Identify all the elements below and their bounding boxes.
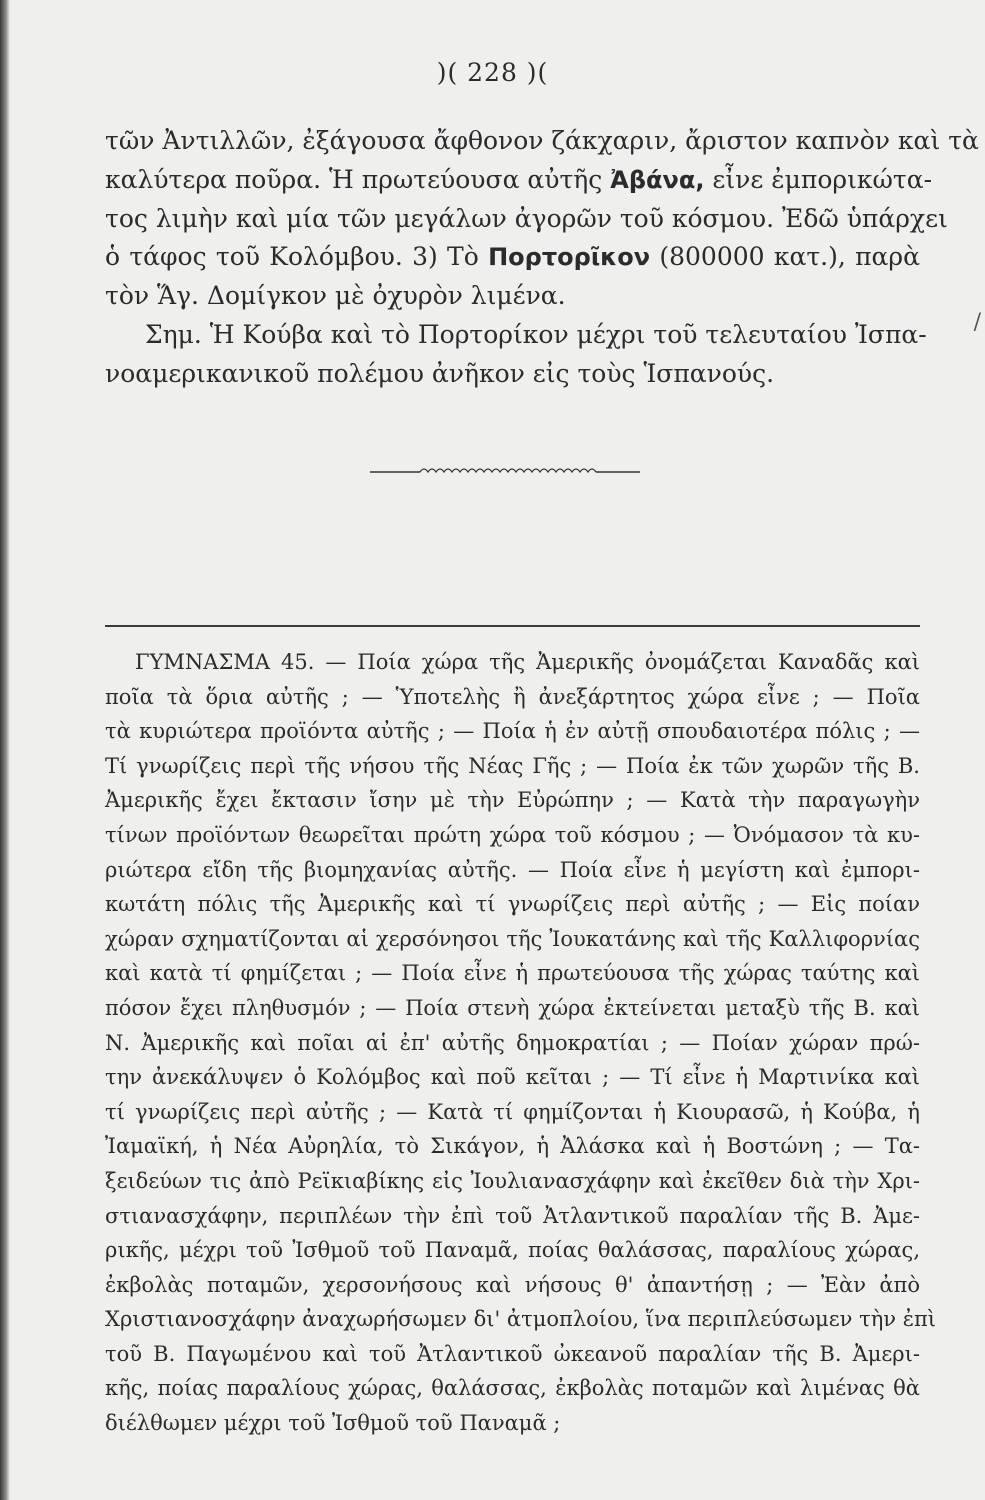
exercise-line: χώραν σχηματίζονται αἱ χερσόνησοι τῆς Ἰουκατάνης καὶ τῆς Καλλιφορνίας: [105, 926, 920, 951]
exercise-line: τοῦ Β. Παγωμένου καὶ τοῦ Ἀτλαντικοῦ ὠκεανοῦ παραλίαν τῆς Β. Ἀμερι-: [105, 1341, 920, 1366]
body-line: τὸν Ἅγ. Δομίγκον μὲ ὀχυρὸν λιμένα.: [105, 281, 566, 311]
exercise-line: τί γνωρίζεις περὶ αὐτῆς ; — Κατὰ τί φημίζονται ἡ Κιουρασῶ, ἡ Κούβα, ἡ: [105, 1099, 920, 1124]
body-line: τῶν Ἀντιλλῶν, ἐξάγουσα ἄφθονον ζάκχαριν, ἄριστον καπνὸν καὶ τὰ: [105, 126, 979, 155]
exercise-line: τίνων προϊόντων θεωρεῖται πρώτη χώρα τοῦ κόσμου ; — Ὀνόμασον τὰ κυ-: [105, 822, 920, 847]
note-line: Σημ. Ἡ Κούβα καὶ τὸ Πορτορίκον μέχρι τοῦ τελευταίου Ἰσπα-: [145, 319, 927, 349]
note-line: νοαμερικανικοῦ πολέμου ἀνῆκον εἰς τοὺς Ἱσπανούς.: [105, 358, 775, 388]
exercise-line: ριώτερα εἴδη τῆς βιομηχανίας αὐτῆς. — Ποία εἶνε ἡ μεγίστη καὶ ἐμπορι-: [105, 857, 920, 882]
portorico-term: Πορτορῖκον: [488, 243, 651, 272]
exercise-line: Ἰαμαϊκή, ἡ Νέα Αὐρηλία, τὸ Σικάγον, ἡ Ἀλάσκα καὶ ἡ Βοστώνη ; — Τα-: [105, 1134, 920, 1159]
havana-term: Ἀβάνα,: [610, 165, 705, 194]
body-line: τος λιμὴν καὶ μία τῶν μεγάλων ἀγορῶν τοῦ κόσμου. Ἐδῶ ὑπάρχει: [105, 203, 948, 233]
page-number-header: )( 228 )(: [436, 58, 549, 87]
exercise-line: ρικῆς, μέχρι τοῦ Ἰσθμοῦ τοῦ Παναμᾶ, ποίας θαλάσσας, παραλίους χώρας,: [105, 1238, 920, 1263]
exercise-line: Χριστιανοσχάφην ἀναχωρήσωμεν δι' ἀτμοπλοίου, ἵνα περιπλεύσωμεν τὴν ἐπὶ: [105, 1307, 937, 1332]
exercise-line: καὶ κατὰ τί φημίζεται ; — Ποία εἶνε ἡ πρωτεύουσα τῆς χώρας ταύτης καὶ: [105, 961, 920, 986]
exercise-line: ξειδεύων τις ἀπὸ Ρεϊκιαβίκης εἰς Ἰουλιανασχάφην καὶ ἐκεῖθεν διὰ τὴν Χρι-: [105, 1168, 920, 1193]
body-line: [105, 161, 933, 200]
exercise-line: στιανασχάφην, περιπλέων τὴν ἐπὶ τοῦ Ἀτλαντικοῦ παραλίαν τῆς Β. Ἀμε-: [105, 1203, 920, 1228]
page-edge: [0, 0, 10, 1500]
exercise-line: Ἀμερικῆς ἔχει ἔκτασιν ἴσην μὲ τὴν Εὐρώπην ; — Κατὰ τὴν παραγωγὴν: [105, 788, 920, 813]
exercise-line: ΓΥΜΝΑΣΜΑ 45. — Ποία χώρα τῆς Ἀμερικῆς ὀνομάζεται Καναδᾶς καὶ: [135, 650, 920, 674]
exercise-line: διέλθωμεν μέχρι τοῦ Ἰσθμοῦ τοῦ Παναμᾶ ;: [105, 1411, 561, 1436]
exercise-line: Τί γνωρίζεις περὶ τῆς νήσου τῆς Νέας Γῆς ; — Ποία ἐκ τῶν χωρῶν τῆς Β.: [105, 753, 920, 778]
body-paragraph: [105, 122, 979, 394]
ornament-divider: [370, 464, 640, 478]
margin-mark: /: [973, 310, 981, 335]
body-line: [105, 238, 920, 277]
body-line-text: (800000 κατ.), παρὰ: [650, 242, 921, 272]
exercise-line: την ἀνεκάλυψεν ὁ Κολόμβος καὶ ποῦ κεῖται ; — Τί εἶνε ἡ Μαρτινίκα καὶ: [105, 1065, 920, 1090]
exercise-section: [105, 645, 937, 1441]
section-rule: [105, 625, 920, 627]
exercise-line: πόσον ἔχει πληθυσμόν ; — Ποία στενὴ χώρα ἐκτείνεται μεταξὺ τῆς Β. καὶ: [105, 995, 920, 1020]
exercise-line: Ν. Ἀμερικῆς καὶ ποῖαι αἱ ἐπ' αὐτῆς δημοκρατίαι ; — Ποίαν χώραν πρώ-: [105, 1030, 920, 1055]
exercise-line: κῆς, ποίας παραλίους χώρας, θαλάσσας, ἐκβολὰς ποταμῶν καὶ λιμένας θὰ: [105, 1376, 920, 1401]
body-line-text: εἶνε ἐμπορικώτα-: [704, 164, 933, 194]
exercise-line: τὰ κυριώτερα προϊόντα αὐτῆς ; — Ποία ἡ ἐν αὐτῇ σπουδαιοτέρα πόλις ; —: [105, 719, 920, 744]
body-line-text: ὁ τάφος τοῦ Κολόμβου. 3) Τὸ: [105, 242, 479, 272]
body-line-text: καλύτερα ποῦρα. Ἡ πρωτεύουσα αὐτῆς: [105, 164, 603, 194]
exercise-line: ποῖα τὰ ὅρια αὐτῆς ; — Ὑποτελὴς ἢ ἀνεξάρτητος χώρα εἶνε ; — Ποῖα: [105, 684, 920, 709]
exercise-line: ἐκβολὰς ποταμῶν, χερσονήσους καὶ νήσους θ' ἀπαντήσῃ ; — Ἐὰν ἀπὸ: [105, 1272, 920, 1297]
exercise-line: κωτάτη πόλις τῆς Ἀμερικῆς καὶ τί γνωρίζεις περὶ αὐτῆς ; — Εἰς ποίαν: [105, 892, 920, 917]
